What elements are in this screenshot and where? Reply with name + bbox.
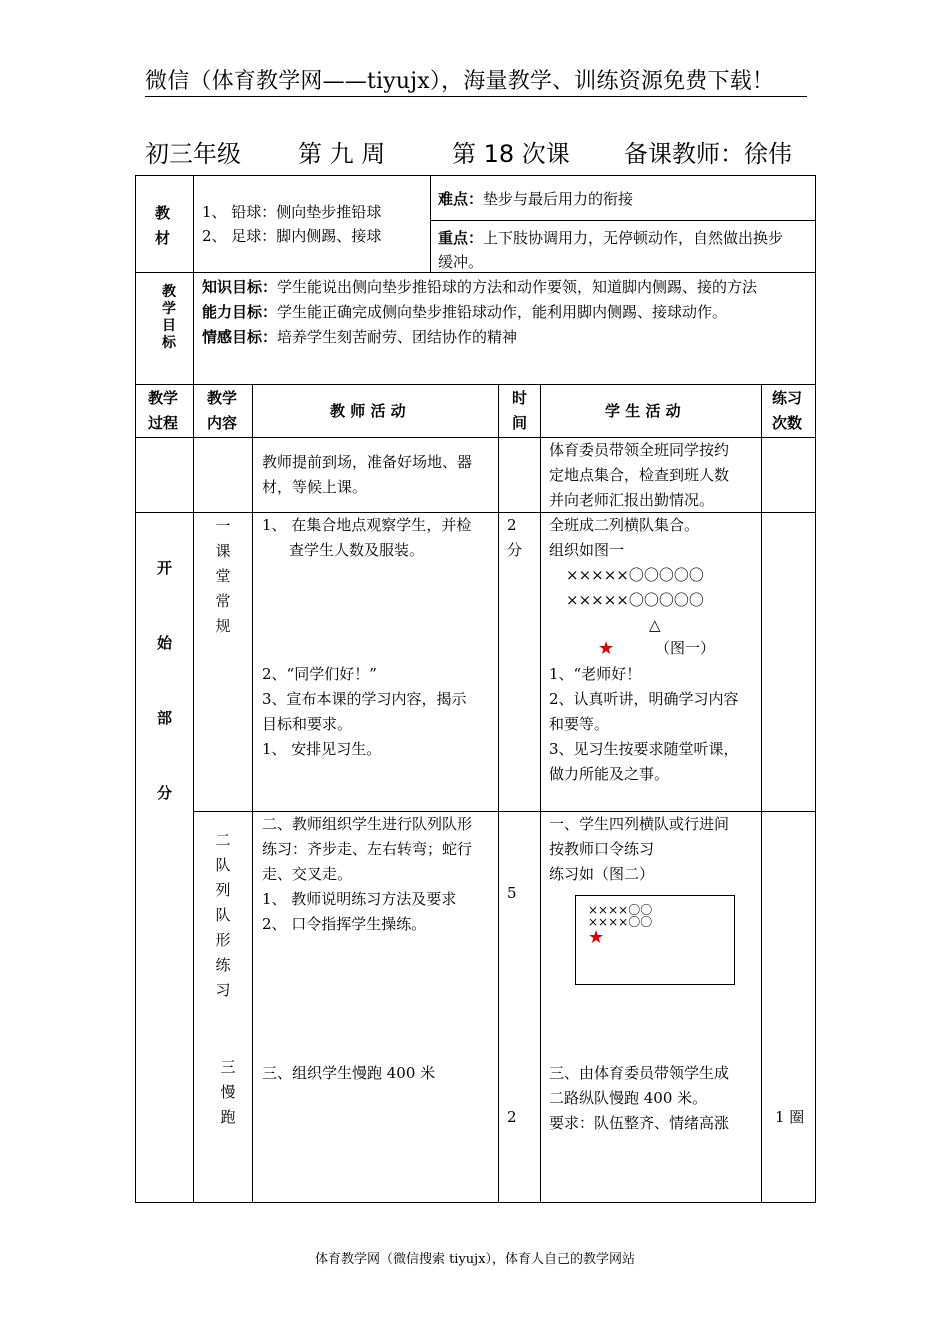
- routine-teacher-1b: 查学生人数及服装。: [289, 541, 425, 559]
- key-point-text-1: 上下肢协调用力，无停顿动作，自然做出换步: [483, 229, 784, 247]
- prep-teacher-2: 材，等候上课。: [262, 478, 368, 496]
- col-content-2: 内容: [207, 414, 238, 432]
- prep-student-3: 并向老师汇报出勤情况。: [549, 491, 715, 509]
- star-icon: ★: [598, 638, 615, 659]
- materials-label-1: 教: [155, 204, 171, 222]
- emotion-objective: 情感目标：培养学生刻苦耐劳、团结协作的精神: [202, 328, 518, 346]
- routine-student-5b: 做力所能及之事。: [549, 765, 670, 783]
- jog-student-3: 要求：队伍整齐、情绪高涨: [549, 1114, 730, 1132]
- materials-label-2: 材: [155, 229, 171, 247]
- drill-time: 5: [507, 884, 517, 902]
- grade-label: 初三年级: [145, 140, 241, 168]
- routine-student-2: 组织如图一: [549, 541, 625, 559]
- section-char-3: 部: [157, 709, 173, 727]
- drill-teacher-1: 二、教师组织学生进行队列队形: [262, 815, 473, 833]
- col-process-1: 教学: [148, 389, 179, 407]
- routine-student-3: 1、“老师好！: [549, 665, 642, 683]
- drill-student-2: 按教师口令练习: [549, 840, 655, 858]
- drill-student-3: 练习如（图二）: [549, 865, 655, 883]
- routine-teacher-4: 1、 安排见习生。: [262, 740, 382, 758]
- routine-time-1: 2: [507, 516, 517, 534]
- key-point-row: [438, 226, 783, 251]
- prep-student-2: 定地点集合，检查到班人数: [549, 466, 730, 484]
- drill-teacher-3: 走、交叉走。: [262, 865, 353, 883]
- routine-teacher-2: 2、“同学们好！”: [262, 665, 377, 683]
- objectives-label: 教 学 目 标: [162, 284, 176, 351]
- col-time-2: 间: [512, 414, 528, 432]
- fig2-row-1: ××××〇〇: [588, 903, 653, 917]
- routine-teacher-3a: 3、宣布本课的学习内容，揭示: [262, 690, 467, 708]
- ability-objective: 能力目标：学生能正确完成侧向垫步推铅球动作，能利用脚内侧踢、接球动作。: [202, 303, 728, 321]
- col-time-1: 时: [512, 389, 528, 407]
- jog-student-1: 三、由体育委员带领学生成: [549, 1064, 730, 1082]
- routine-student-4a: 2、认真听讲，明确学习内容: [549, 690, 739, 708]
- col-reps-2: 次数: [772, 414, 803, 432]
- drill-teacher-5: 2、 口令指挥学生操练。: [262, 915, 427, 933]
- header-banner: 微信（体育教学网——tiyujx），海量教学、训练资源免费下载！: [145, 69, 775, 94]
- routine-student-1: 全班成二列横队集合。: [549, 516, 700, 534]
- drill-teacher-4: 1、 教师说明练习方法及要求: [262, 890, 457, 908]
- col-reps-1: 练习: [772, 389, 803, 407]
- col-process-2: 过程: [148, 414, 179, 432]
- drill-content-label: 二 队 列 队 形 练 习: [215, 831, 231, 999]
- col-content-1: 教学: [207, 389, 238, 407]
- figure-1-caption: （图一）: [655, 639, 716, 657]
- section-char-4: 分: [157, 784, 173, 802]
- lesson-number: 第 18 次课: [452, 140, 570, 168]
- week-label: 第 九 周: [298, 140, 386, 168]
- jog-student-2: 二路纵队慢跑 400 米。: [549, 1089, 708, 1107]
- routine-teacher-1a: 1、 在集合地点观察学生，并检: [262, 516, 472, 534]
- routine-teacher-3b: 目标和要求。: [262, 715, 353, 733]
- key-point-label: 重点：: [438, 229, 484, 247]
- routine-content-label: 一 课 堂 常 规: [215, 517, 231, 635]
- material-item-1: 1、 铅球：侧向垫步推铅球: [202, 203, 382, 221]
- drill-teacher-2: 练习：齐步走、左右转弯；蛇行: [262, 840, 473, 858]
- knowledge-objective: 知识目标：学生能说出侧向垫步推铅球的方法和动作要领，知道脚内侧踢、接的方法: [202, 278, 758, 296]
- teacher-name: 备课教师：徐伟: [624, 140, 792, 168]
- formation-row-1: ×××××〇〇〇〇〇: [566, 566, 704, 584]
- jog-time: 2: [507, 1108, 517, 1126]
- fig2-row-2: ××××〇〇: [588, 915, 653, 929]
- jog-teacher: 三、组织学生慢跑 400 米: [262, 1064, 436, 1082]
- formation-row-2: ×××××〇〇〇〇〇: [566, 591, 704, 609]
- difficulty-text: 垫步与最后用力的衔接: [483, 190, 634, 208]
- section-char-2: 始: [157, 634, 173, 652]
- drill-student-1: 一、学生四列横队或行进间: [549, 815, 730, 833]
- col-teacher: 教 师 活 动: [330, 402, 406, 420]
- header-rule: [145, 96, 807, 97]
- prep-teacher-1: 教师提前到场，准备好场地、器: [262, 453, 473, 471]
- star-icon: ★: [588, 927, 605, 948]
- material-item-2: 2、 足球：脚内侧踢、接球: [202, 227, 382, 245]
- routine-student-4b: 和要等。: [549, 715, 610, 733]
- jog-reps: 1 圈: [775, 1108, 805, 1126]
- footer-text: 体育教学网（微信搜索 tiyujx），体育人自己的教学网站: [314, 1252, 636, 1267]
- key-point-text-2: 缓冲。: [438, 253, 484, 271]
- triangle-teacher-mark: △: [649, 616, 661, 634]
- col-student: 学 生 活 动: [605, 402, 681, 420]
- prep-student-1: 体育委员带领全班同学按约: [549, 441, 730, 459]
- routine-student-5a: 3、见习生按要求随堂听课，: [549, 740, 739, 758]
- difficulty-label: 难点：: [438, 190, 484, 208]
- section-char-1: 开: [157, 559, 173, 577]
- difficulty-row: [438, 187, 633, 212]
- jog-content-label: 三 慢 跑: [220, 1058, 236, 1126]
- routine-time-2: 分: [507, 541, 523, 559]
